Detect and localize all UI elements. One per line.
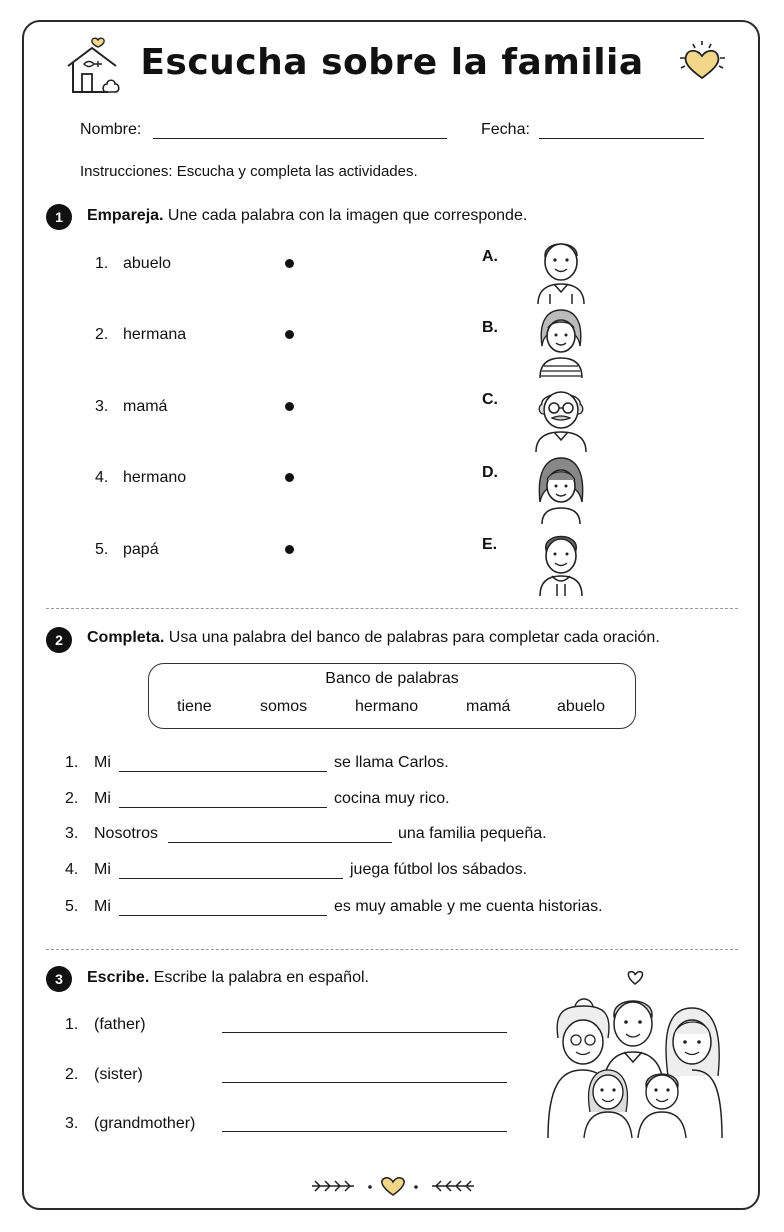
sentence-num: 4. xyxy=(65,861,79,878)
sentence-num: 1. xyxy=(65,754,79,771)
option-letter-a: A. xyxy=(482,248,498,265)
sentence-blank-2[interactable] xyxy=(119,807,327,808)
match-dot[interactable] xyxy=(285,545,294,554)
instructions: Instrucciones: Escucha y completa las actividades. xyxy=(80,163,418,180)
bank-word-hermano: hermano xyxy=(355,698,419,715)
match-word-mama: mamá xyxy=(123,398,168,415)
write-blank-3[interactable] xyxy=(222,1131,507,1132)
match-num: 1. xyxy=(95,255,109,272)
option-letter-b: B. xyxy=(482,319,498,336)
sentence-num: 5. xyxy=(65,898,79,915)
word-bank-title: Banco de palabras xyxy=(325,670,459,687)
heart-sparkle-icon xyxy=(672,38,732,86)
option-letter-d: D. xyxy=(482,464,498,481)
match-num: 2. xyxy=(95,326,109,343)
word-bank xyxy=(148,663,636,729)
sentence-end: una familia pequeña. xyxy=(398,825,547,842)
option-letter-c: C. xyxy=(482,391,498,408)
write-blank-2[interactable] xyxy=(222,1082,507,1083)
section-1-number: 1 xyxy=(46,204,72,230)
woman-face-icon[interactable] xyxy=(530,452,592,524)
match-num: 5. xyxy=(95,541,109,558)
page-title: Escucha sobre la familia xyxy=(140,42,644,83)
name-field[interactable] xyxy=(153,138,447,139)
footer-ornament-icon xyxy=(310,1174,476,1198)
option-letter-e: E. xyxy=(482,536,498,553)
write-num: 3. xyxy=(65,1115,79,1132)
write-num: 2. xyxy=(65,1066,79,1083)
family-illustration-icon xyxy=(542,966,728,1140)
bank-word-somos: somos xyxy=(260,698,308,715)
sentence-blank-1[interactable] xyxy=(119,771,327,772)
match-dot[interactable] xyxy=(285,330,294,339)
section-2-number: 2 xyxy=(46,627,72,653)
section-3-number: 3 xyxy=(46,966,72,992)
man-face-icon[interactable] xyxy=(530,232,592,304)
sentence-start: Mi xyxy=(94,790,111,807)
sentence-start: Nosotros xyxy=(94,825,159,842)
sentence-end: se llama Carlos. xyxy=(334,754,449,771)
section-1-title: Empareja. Une cada palabra con la imagen que corresponde. xyxy=(87,207,528,224)
write-word-father: (father) xyxy=(94,1016,146,1033)
sentence-start: Mi xyxy=(94,861,111,878)
sentence-end: es muy amable y me cuenta historias. xyxy=(334,898,603,915)
boy-face-icon[interactable] xyxy=(530,524,592,596)
write-blank-1[interactable] xyxy=(222,1032,507,1033)
bank-word-abuelo: abuelo xyxy=(557,698,606,715)
date-label: Fecha: xyxy=(481,121,530,138)
section-2-title: Completa. Usa una palabra del banco de palabras para completar cada oración. xyxy=(87,629,660,646)
section-divider xyxy=(46,949,738,950)
sentence-start: Mi xyxy=(94,754,111,771)
sentence-num: 2. xyxy=(65,790,79,807)
match-word-abuelo: abuelo xyxy=(123,255,172,272)
write-num: 1. xyxy=(65,1016,79,1033)
sentence-num: 3. xyxy=(65,825,79,842)
match-dot[interactable] xyxy=(285,402,294,411)
sentence-start: Mi xyxy=(94,898,111,915)
sentence-end: juega fútbol los sábados. xyxy=(350,861,528,878)
sentence-blank-5[interactable] xyxy=(119,915,327,916)
match-dot[interactable] xyxy=(285,259,294,268)
section-divider xyxy=(46,608,738,609)
sentence-blank-4[interactable] xyxy=(119,878,343,879)
match-word-hermana: hermana xyxy=(123,326,187,343)
match-dot[interactable] xyxy=(285,473,294,482)
match-num: 3. xyxy=(95,398,109,415)
match-word-papa: papá xyxy=(123,541,159,558)
name-label: Nombre: xyxy=(80,121,142,138)
write-word-grandmother: (grandmother) xyxy=(94,1115,196,1132)
match-num: 4. xyxy=(95,469,109,486)
write-word-sister: (sister) xyxy=(94,1066,143,1083)
sentence-blank-3[interactable] xyxy=(168,842,392,843)
bank-word-tiene: tiene xyxy=(177,698,212,715)
bank-word-mama: mamá xyxy=(466,698,511,715)
section-3-title: Escribe. Escribe la palabra en español. xyxy=(87,969,369,986)
girl-face-icon[interactable] xyxy=(530,304,592,378)
grandfather-face-icon[interactable] xyxy=(528,380,594,452)
match-word-hermano: hermano xyxy=(123,469,187,486)
date-field[interactable] xyxy=(539,138,704,139)
sentence-end: cocina muy rico. xyxy=(334,790,450,807)
